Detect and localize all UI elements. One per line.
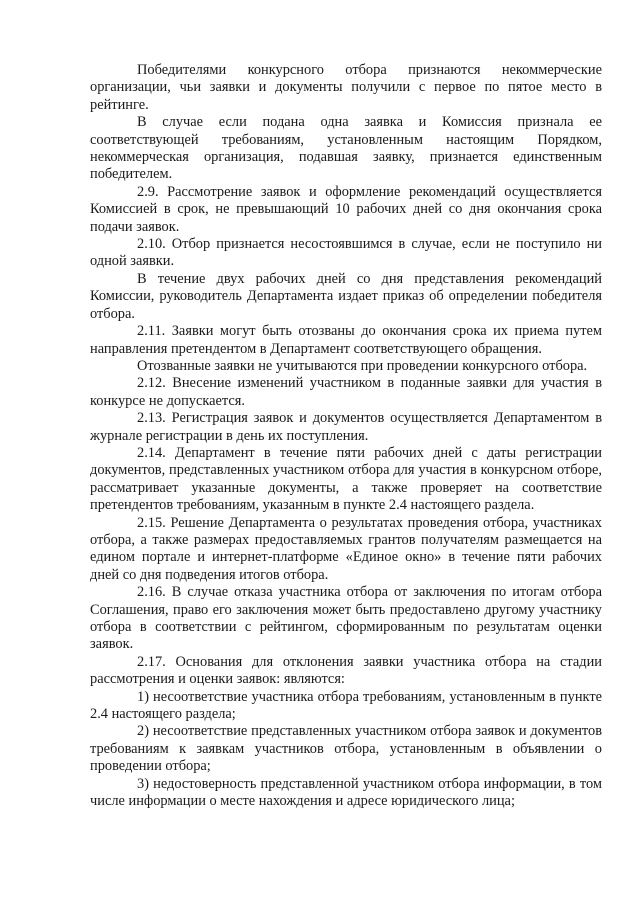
paragraph-withdrawn-applications: Отозванные заявки не учитываются при проведении конкурсного отбора. — [137, 357, 588, 374]
paragraph-2-17: 2.17. Основания для отклонения заявки участника отбора на стадии рассмотрения и оценки заявок: являются: — [90, 653, 602, 688]
paragraph-2-9: 2.9. Рассмотрение заявок и оформление рекомендаций осуществляется Комиссией в срок, не превышающий 10 рабочих дней со дня окончания срока подачи заявок. — [90, 183, 602, 235]
paragraph-department-order: В течение двух рабочих дней со дня представления рекомендаций Комиссии, руководитель Департамента издает приказ об определении победителя отбора. — [90, 270, 602, 322]
list-item-1: 1) несоответствие участника отбора требованиям, установленным в пункте 2.4 настоящего раздела; — [90, 688, 602, 723]
paragraph-2-16: 2.16. В случае отказа участника отбора от заключения по итогам отбора Соглашения, право его заключения может быть предоставлено другому участнику отбора в соответствии с рейтингом, сформированным по результатам оценки заявок. — [90, 584, 602, 653]
list-item-2: 2) несоответствие представленных участником отбора заявок и документов требованиям к заявкам участников отбора, установленным в объявлении о проведении отбора; — [90, 723, 602, 775]
paragraph-2-10: 2.10. Отбор признается несостоявшимся в случае, если не поступило ни одной заявки. — [90, 236, 602, 270]
paragraph-2-14: 2.14. Департамент в течение пяти рабочих дней с даты регистрации документов, представленных участником отбора для участия в конкурсном отборе, рассматривает указанные документы, а также проверяет на соответствие претендентов требованиям, указанным в пункте 2.4 настоящего раздела. — [90, 444, 602, 514]
list-item-3: 3) недостоверность представленной участником отбора информации, в том числе информации о месте нахождения и адресе юридического лица; — [90, 775, 602, 810]
document-body — [90, 62, 602, 810]
paragraph-2-12: 2.12. Внесение изменений участником в поданные заявки для участия в конкурсе не допускается. — [90, 375, 602, 409]
paragraph-winners: Победителями конкурсного отбора признаются некоммерческие организации, чьи заявки и документы получили с первое по пятое место в рейтинге. — [90, 62, 602, 113]
paragraph-single-application: В случае если подана одна заявка и Комиссия признала ее соответствующей требованиям, установленным настоящим Порядком, некоммерческая организация, подавшая заявку, признается единственным победителем. — [90, 114, 602, 183]
paragraph-2-11: 2.11. Заявки могут быть отозваны до окончания срока их приема путем направления претендентом в Департамент соответствующего обращения. — [90, 323, 602, 357]
paragraph-2-13: 2.13. Регистрация заявок и документов осуществляется Департаментом в журнале регистрации в день их поступления. — [90, 410, 602, 444]
paragraph-2-15: 2.15. Решение Департамента о результатах проведения отбора, участниках отбора, а также размерах предоставляемых грантов получателям размещается на едином портале и интернет-платформе «Единое окно» в течение пяти рабочих дней со дня подведения итогов отбора. — [90, 514, 602, 583]
